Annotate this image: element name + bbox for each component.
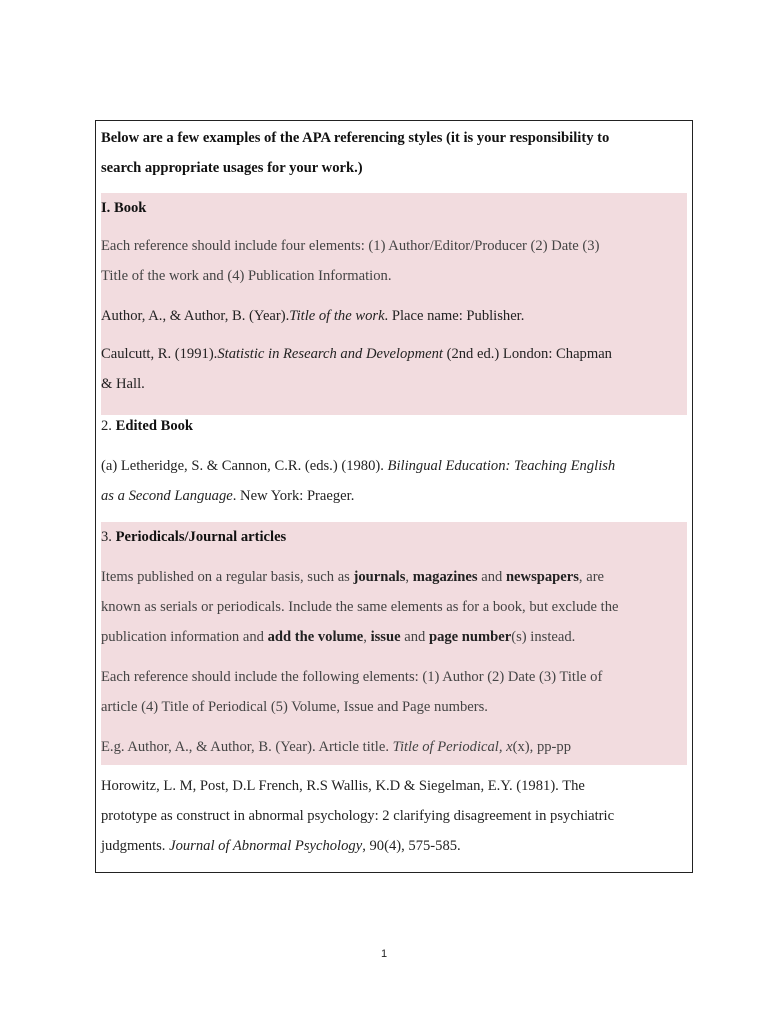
journal-example-line-3: judgments. Journal of Abnormal Psychology, 90(4), 575-585. <box>101 838 461 854</box>
periodicals-elements-line-1: Each reference should include the following elements: (1) Author (2) Date (3) Title of <box>101 669 603 685</box>
journal-example-line-2: prototype as construct in abnormal psychology: 2 clarifying disagreement in psychiatric <box>101 808 615 824</box>
intro-line-1: Below are a few examples of the APA referencing styles (it is your responsibility to <box>101 130 610 146</box>
book-desc-line-1: Each reference should include four elements: (1) Author/Editor/Producer (2) Date (3) <box>101 238 600 254</box>
intro-line-2: search appropriate usages for your work.) <box>101 160 363 176</box>
periodicals-section <box>101 522 687 765</box>
edited-book-section <box>101 411 687 511</box>
book-desc-line-2: Title of the work and (4) Publication Information. <box>101 268 392 284</box>
book-example-line-1: Caulcutt, R. (1991).Statistic in Research and Development (2nd ed.) London: Chapman <box>101 346 612 362</box>
page-number: 1 <box>380 948 388 960</box>
edited-book-example-line-2: as a Second Language. New York: Praeger. <box>101 488 355 504</box>
edited-book-example-line-1: (a) Letheridge, S. & Cannon, C.R. (eds.) (1980). Bilingual Education: Teaching English <box>101 458 616 474</box>
book-heading: I. Book <box>101 200 147 216</box>
book-format-title: Title of the work <box>289 308 385 324</box>
book-example-line-2: & Hall. <box>101 376 145 392</box>
edited-book-heading: 2. Edited Book <box>101 418 194 434</box>
book-section <box>101 193 687 415</box>
periodicals-heading: 3. Periodicals/Journal articles <box>101 529 287 545</box>
journal-example-section <box>101 771 687 861</box>
periodicals-desc-line-2: known as serials or periodicals. Include the same elements as for a book, but exclude the <box>101 599 619 615</box>
periodicals-desc-line-3: publication information and add the volume, issue and page number(s) instead. <box>101 629 576 645</box>
journal-example-line-1: Horowitz, L. M, Post, D.L French, R.S Wallis, K.D & Siegelman, E.Y. (1981). The <box>101 778 585 794</box>
periodicals-format-example: E.g. Author, A., & Author, B. (Year). Article title. Title of Periodical, x(x), pp-pp <box>101 739 571 755</box>
periodicals-desc-line-1: Items published on a regular basis, such as journals, magazines and newspapers, are <box>101 569 605 585</box>
periodicals-elements-line-2: article (4) Title of Periodical (5) Volume, Issue and Page numbers. <box>101 699 488 715</box>
book-format: Author, A., & Author, B. (Year).Title of the work. Place name: Publisher. <box>101 308 525 324</box>
book-example-title: Statistic in Research and Development <box>217 346 443 362</box>
intro-row <box>101 123 687 183</box>
apa-examples-table <box>95 120 693 873</box>
